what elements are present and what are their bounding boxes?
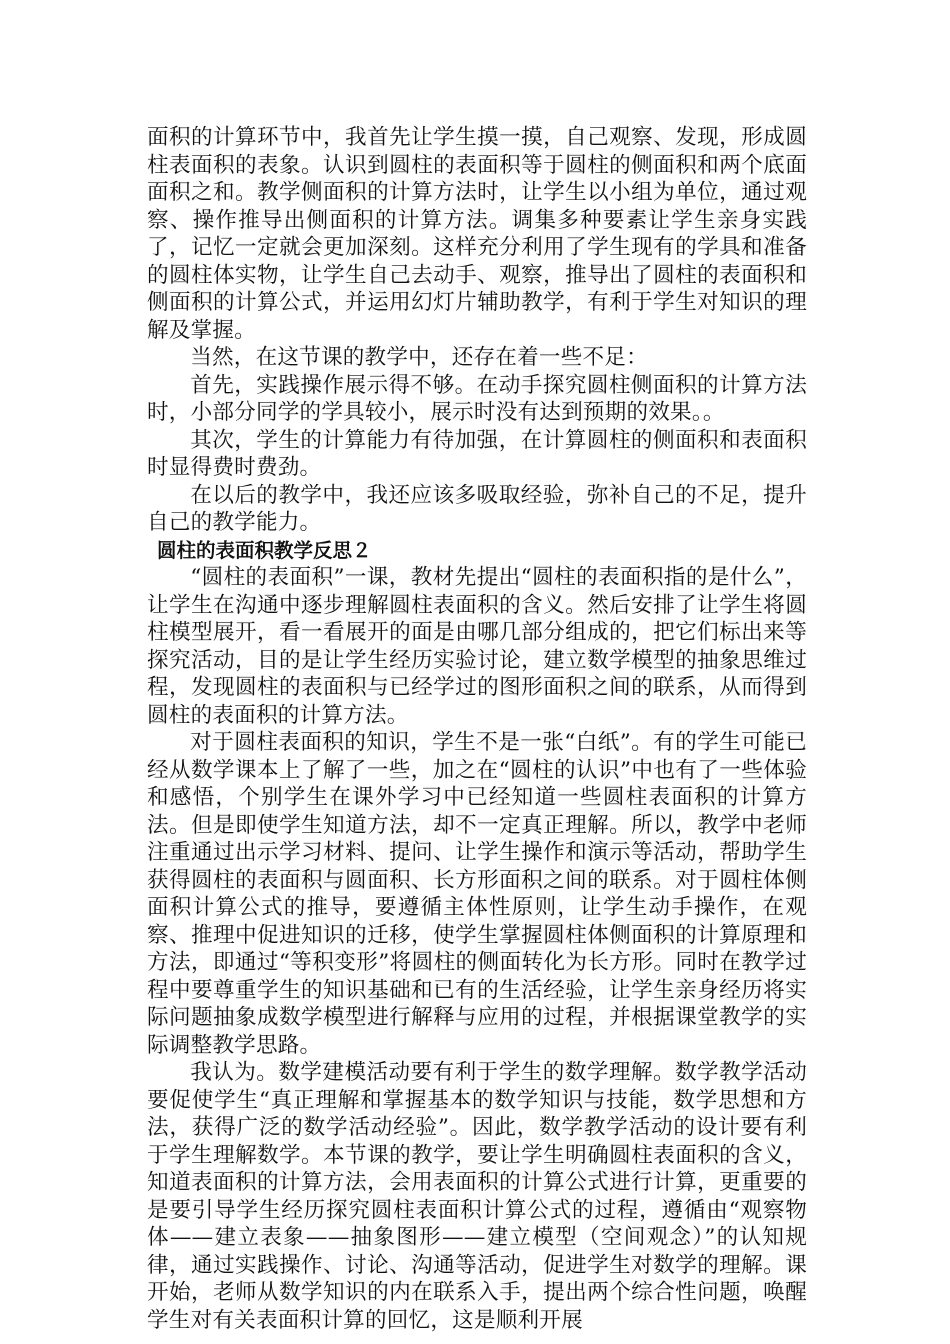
section-paragraph-2: 对于圆柱表面积的知识，学生不是一张“白纸”。有的学生可能已经从数学课本上了解了一些，加之在“圆柱的认识”中也有了一些体验和感悟，个别学生在课外学习中已经知道一些圆柱表面积的计算方法。但是即使学生知道方法，却不一定真正理解。所以，教学中老师注重通过出示学习材料、提问、让学生操作和演示等活动，帮助学生获得圆柱的表面积与圆面积、长方形面积之间的联系。对于圆柱体侧面积计算公式的推导，要遵循主体性原则，让学生动手操作，在观察、推理中促进知识的迁移，使学生掌握圆柱体侧面积的计算原理和方法，即通过“等积变形”将圆柱的侧面转化为长方形。同时在教学过程中要尊重学生的知识基础和已有的生活经验，让学生亲身经历将实际问题抽象成数学模型进行解释与应用的过程，并根据课堂教学的实际调整教学思路。 (147, 730, 807, 1058)
paragraph-1: 面积的计算环节中，我首先让学生摸一摸，自己观察、发现，形成圆柱表面积的表象。认识到圆柱的表面积等于圆柱的侧面积和两个底面面积之和。教学侧面积的计算方法时，让学生以小组为单位，通过观察、操作推导出侧面积的计算方法。调集多种要素让学生亲身实践了，记忆一定就会更加深刻。这样充分利用了学生现有的学具和准备的圆柱体实物，让学生自己去动手、观察，推导出了圆柱的表面积和侧面积的计算公式，并运用幻灯片辅助教学，有利于学生对知识的理解及掌握。 (147, 125, 807, 343)
paragraph-3: 首先，实践操作展示得不够。在动手探究圆柱侧面积的计算方法时，小部分同学的学具较小，展示时没有达到预期的效果。。 (147, 372, 807, 425)
paragraph-5: 在以后的教学中，我还应该多吸取经验，弥补自己的不足，提升自己的教学能力。 (147, 482, 807, 535)
document-page (147, 124, 807, 1334)
section-paragraph-3: 我认为。数学建模活动要有利于学生的数学理解。数学教学活动要促使学生“真正理解和掌握基本的数学知识与技能，数学思想和方法，获得广泛的数学活动经验”。因此，数学教学活动的设计要有利于学生理解数学。本节课的教学，要让学生明确圆柱表面积的含义，知道表面积的计算方法，会用表面积的计算公式进行计算，更重要的是要引导学生经历探究圆柱表面积计算公式的过程，遵循由“观察物体——建立表象——抽象图形——建立模型（空间观念）”的认知规律，通过实践操作、讨论、沟通等活动，促进学生对数学的理解。课开始，老师从数学知识的内在联系入手，提出两个综合性问题，唤醒学生对有关表面积计算的回忆，这是顺利开展 (147, 1060, 807, 1333)
paragraph-4: 其次，学生的计算能力有待加强，在计算圆柱的侧面积和表面积时显得费时费劲。 (147, 427, 807, 480)
section-title: 圆柱的表面积教学反思２ (157, 538, 372, 562)
section-paragraph-1: “圆柱的表面积”一课，教材先提出“圆柱的表面积指的是什么”，让学生在沟通中逐步理解圆柱表面积的含义。然后安排了让学生将圆柱模型展开，看一看展开的面是由哪几部分组成的，把它们标出来等探究活动，目的是让学生经历实验讨论，建立数学模型的抽象思维过程，发现圆柱的表面积与已经学过的图形面积之间的联系，从而得到圆柱的表面积的计算方法。 (147, 565, 807, 728)
paragraph-2: 当然，在这节课的教学中，还存在着一些不足： (190, 345, 648, 370)
